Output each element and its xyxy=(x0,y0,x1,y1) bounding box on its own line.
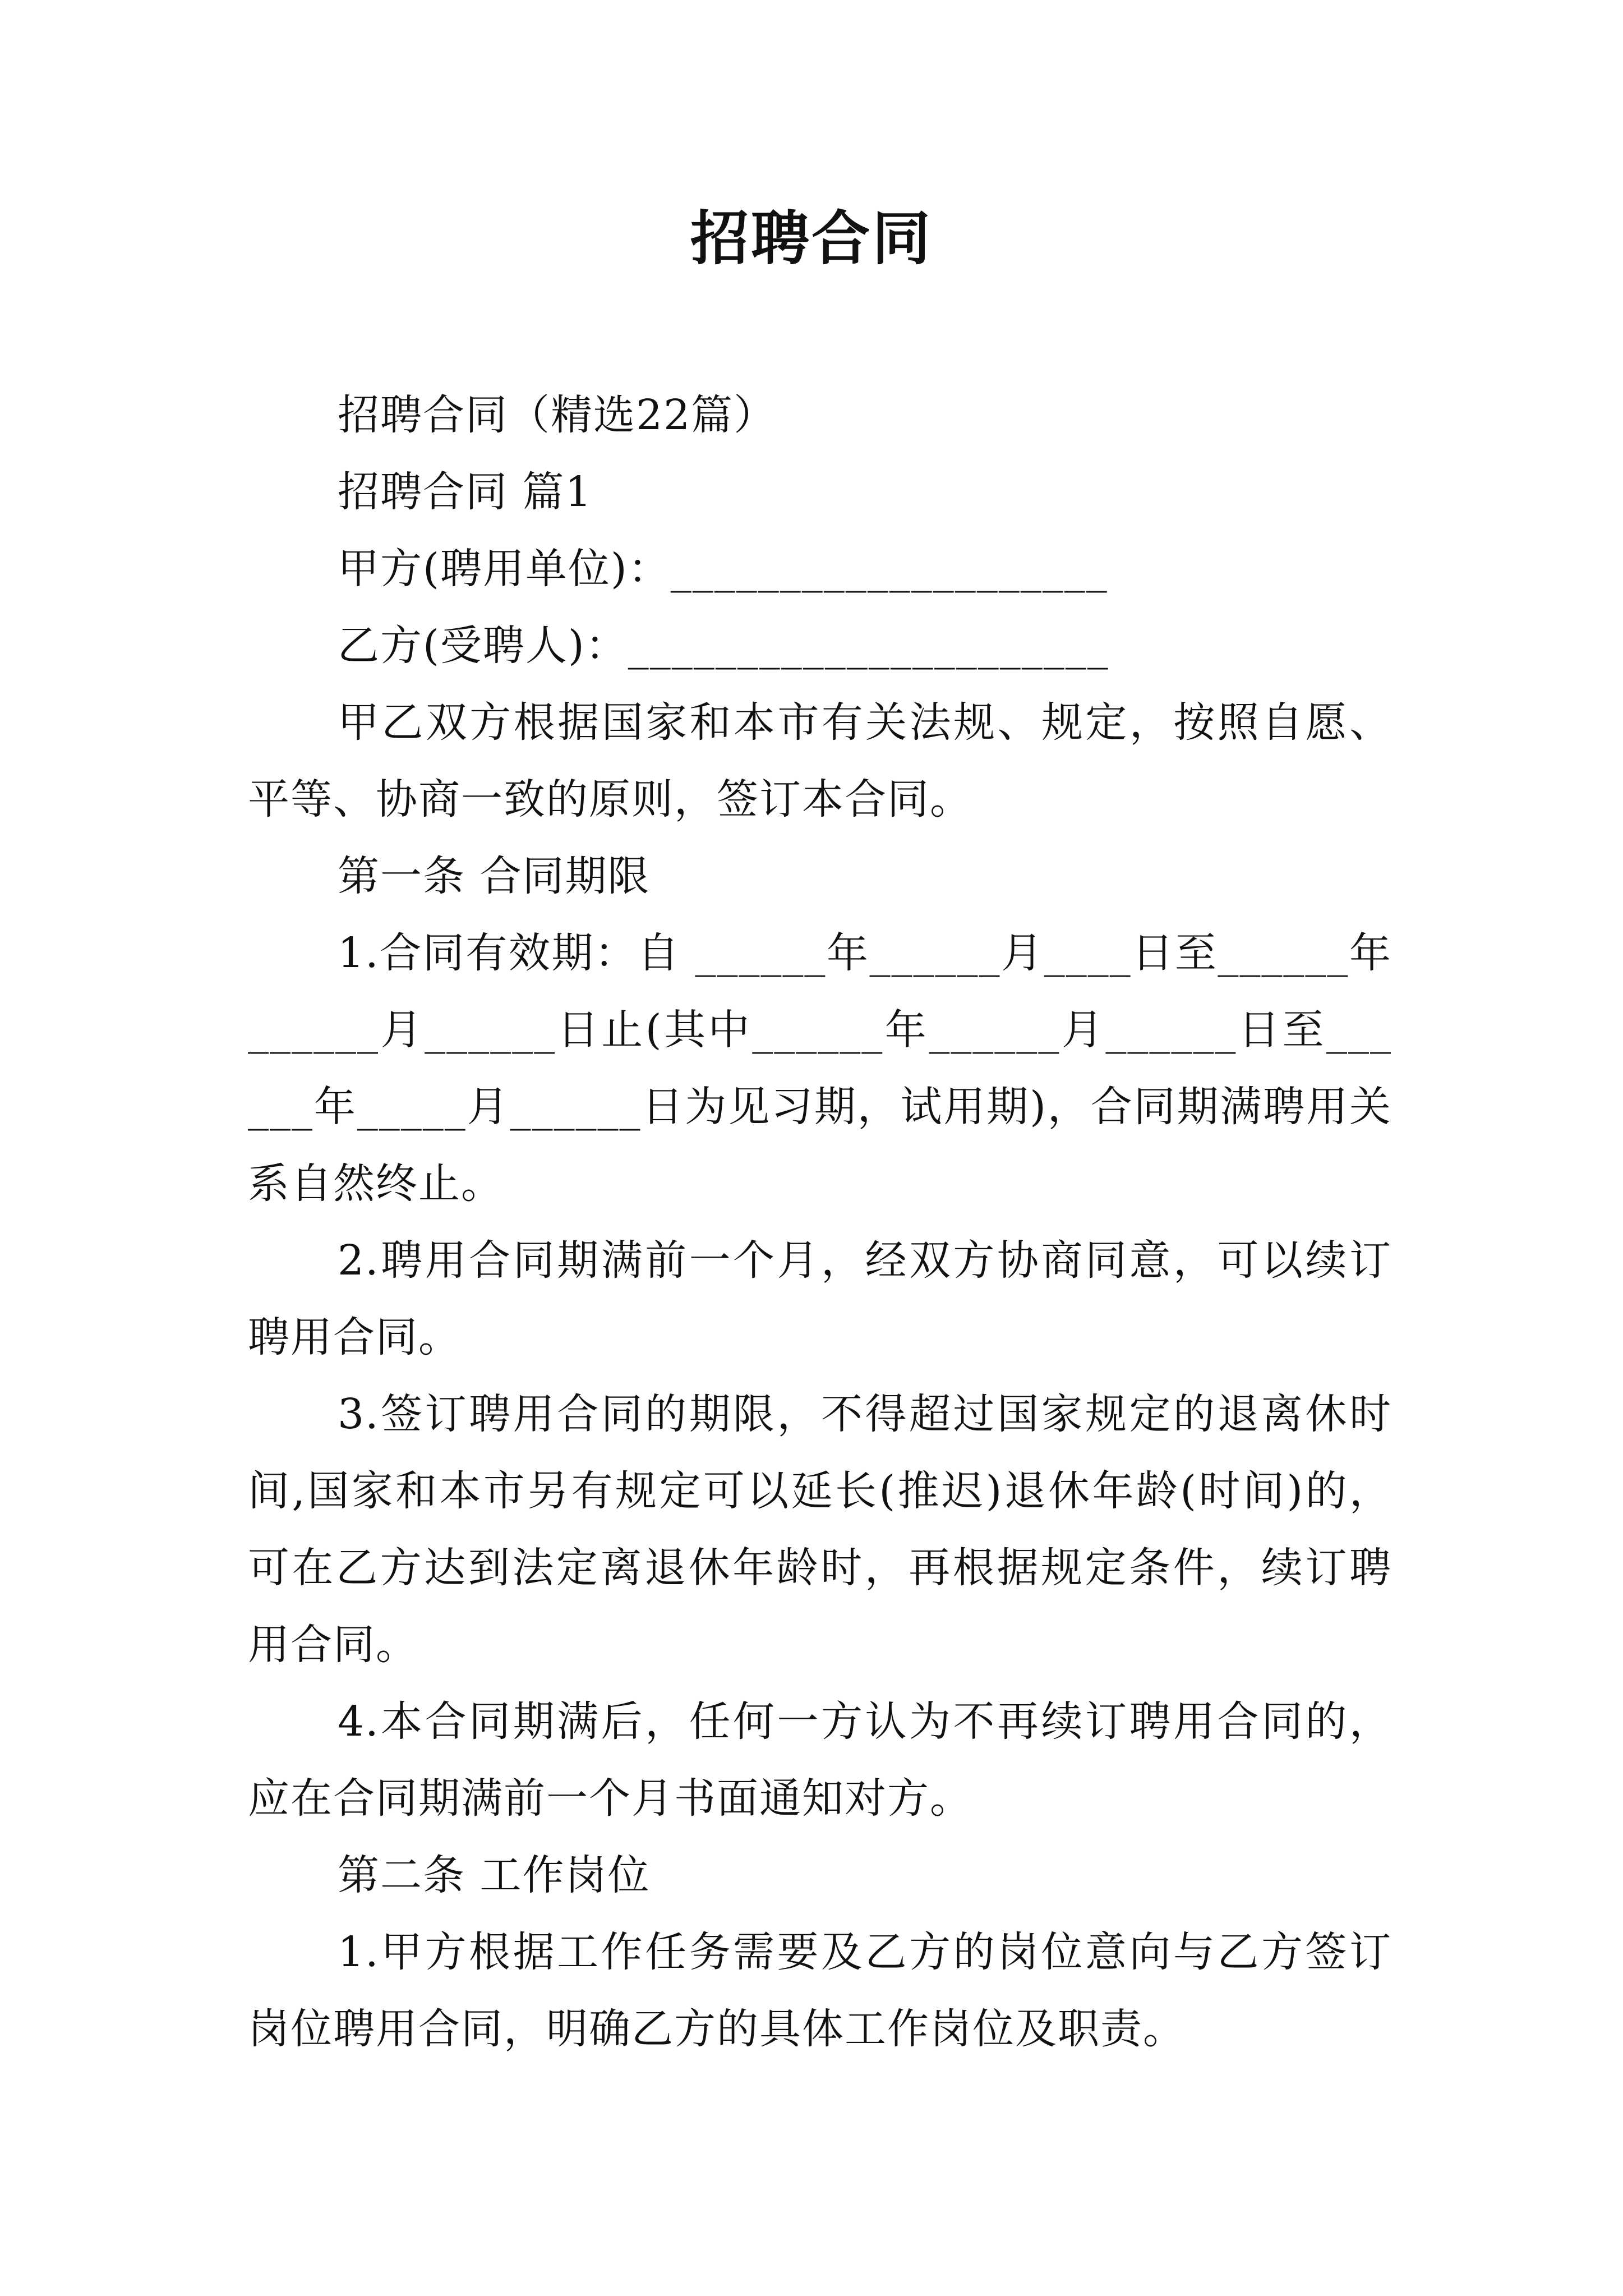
document-body xyxy=(248,377,1392,2068)
paragraph-article-1-item-3: 3.签订聘用合同的期限，不得超过国家规定的退离休时间,国家和本市另有规定可以延长(推迟)退休年龄(时间)的，可在乙方达到法定离退休年龄时，再根据规定条件，续订聘用合同。 xyxy=(248,1390,1392,1669)
paragraph-article-2-item-1: 1.甲方根据工作任务需要及乙方的岗位意向与乙方签订岗位聘用合同，明确乙方的具体工作岗位及职责。 xyxy=(248,1928,1392,2053)
paragraph-intro: 甲乙双方根据国家和本市有关法规、规定，按照自愿、平等、协商一致的原则，签订本合同。 xyxy=(248,698,1392,823)
document-title: 招聘合同 xyxy=(690,204,933,273)
paragraph-section-heading: 招聘合同 篇1 xyxy=(338,468,593,516)
paragraph-article-1-item-1: 1.合同有效期：自 ______年______月____日至______年______月______日止(其中______年______月______日至______年_____月______日为见习期，试用期)，合同期满聘用关系自然终止。 xyxy=(248,929,1392,1208)
paragraph-article-1-item-4: 4.本合同期满后，任何一方认为不再续订聘用合同的，应在合同期满前一个月书面通知对方。 xyxy=(248,1697,1392,1823)
paragraph-subtitle: 招聘合同（精选22篇） xyxy=(338,391,777,439)
paragraph-party-b: 乙方(受聘人)：______________________ xyxy=(338,622,1109,670)
paragraph-article-1-item-2: 2.聘用合同期满前一个月，经双方协商同意，可以续订聘用合同。 xyxy=(248,1236,1392,1361)
paragraph-article-1-heading: 第一条 合同期限 xyxy=(338,852,651,900)
paragraph-party-a: 甲方(聘用单位)：____________________ xyxy=(338,545,1108,593)
paragraph-article-2-heading: 第二条 工作岗位 xyxy=(338,1851,651,1899)
